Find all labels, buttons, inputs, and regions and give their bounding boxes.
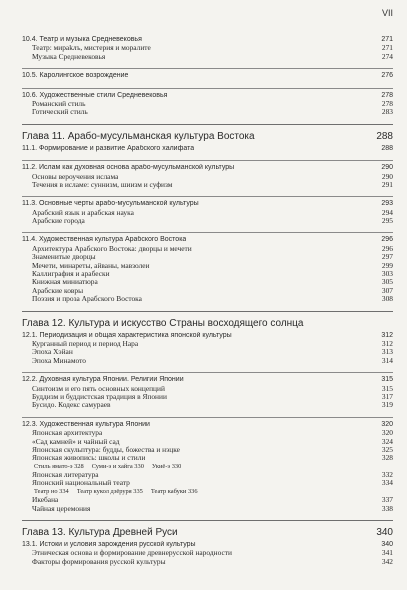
toc-section-heading — [22, 376, 393, 384]
subentry-page: 334 — [59, 487, 69, 495]
entry-page: 338 — [381, 503, 393, 513]
toc-section — [22, 88, 393, 117]
toc-subentries — [22, 488, 393, 496]
entry-page: 294 — [381, 207, 393, 217]
subentry-title: Театр кабуки — [150, 487, 187, 495]
entry-title: Факторы формирования русской культуры — [32, 557, 166, 566]
entry-page: 297 — [381, 252, 393, 262]
toc-section-heading — [22, 421, 393, 429]
entry-title: Романский стиль — [32, 99, 86, 108]
entry-page: 288 — [381, 144, 393, 152]
toc-entry — [22, 401, 393, 409]
subentry-title: Суми-э и хайга — [91, 462, 133, 470]
toc-section-heading — [22, 164, 393, 172]
subentry — [151, 488, 198, 496]
toc-entry — [22, 340, 393, 348]
subentry-title: Стиль ямато-э — [34, 462, 73, 470]
entry-page: 314 — [381, 355, 393, 365]
entry-page: 291 — [381, 179, 393, 189]
entry-page: 305 — [381, 277, 393, 287]
entry-page: 340 — [381, 541, 393, 549]
subentry-title: Театр кукол дзёруря — [76, 487, 132, 495]
entry-title: Основы вероучения ислама — [32, 172, 119, 181]
entry-title: Японский национальный театр — [32, 479, 130, 488]
toc-entry — [22, 270, 393, 278]
toc-entry — [22, 108, 393, 116]
entry-title: Японская скульптура: будды, божества и нэцке — [32, 445, 180, 454]
subentry-page: 335 — [133, 487, 143, 495]
toc-section — [22, 160, 393, 189]
toc-entry — [22, 385, 393, 393]
entry-page: 317 — [381, 391, 393, 401]
toc-entry — [22, 295, 393, 303]
toc-section — [22, 36, 393, 61]
toc-section-heading — [22, 541, 393, 549]
table-of-contents — [22, 36, 393, 566]
entry-title: 10.4. Театр и музыка Средневековья — [22, 36, 142, 43]
entry-title: Книжная миниатюра — [32, 278, 98, 287]
toc-section-heading — [22, 36, 393, 44]
chapter-page: 288 — [376, 130, 393, 142]
toc-section — [22, 145, 393, 153]
subentry — [77, 488, 143, 496]
toc-section-heading — [22, 145, 393, 153]
chapter-page: 340 — [376, 527, 393, 539]
toc-entry — [22, 446, 393, 454]
entry-page: 278 — [381, 91, 393, 99]
entry-page: 332 — [381, 470, 393, 480]
entry-title: Мечети, минареты, айваны, мавзолеи — [32, 261, 150, 270]
subentry-page: 330 — [134, 462, 144, 470]
toc-section — [22, 232, 393, 303]
entry-page: 313 — [381, 347, 393, 357]
entry-page: 307 — [381, 285, 393, 295]
entry-title: 10.5. Каролингское возрождение — [22, 72, 129, 80]
toc-section-heading — [22, 92, 393, 100]
entry-page: 308 — [381, 294, 393, 304]
chapter-title: Глава 11. Арабо-мусульманская культура Востока — [22, 130, 255, 142]
entry-title: Течения в исламе: суннизм, шиизм и суфизм — [32, 180, 173, 189]
toc-section-heading — [22, 236, 393, 244]
entry-title: Эпоха Хэйан — [32, 348, 73, 357]
entry-title: Эпоха Минамото — [32, 356, 86, 365]
entry-title: Архитектура Арабского Востока: дворцы и мечети — [32, 244, 192, 253]
toc-section — [22, 372, 393, 410]
entry-title: Бусидо. Кодекс самураев — [32, 401, 111, 410]
entry-title: Японская литература — [32, 471, 99, 480]
chapter-heading — [22, 520, 393, 541]
entry-title: Синтоизм и его пять основных концепций — [32, 384, 165, 393]
toc-entry — [22, 549, 393, 557]
entry-title: Чайная церемония — [32, 504, 91, 513]
toc-subentries — [22, 463, 393, 471]
entry-page: 299 — [381, 260, 393, 270]
entry-title: Каллиграфия и арабески — [32, 270, 110, 279]
entry-title: Курганный период и период Нара — [32, 339, 139, 348]
entry-page: 276 — [381, 72, 393, 80]
entry-page: 315 — [381, 383, 393, 393]
toc-entry — [22, 496, 393, 504]
entry-title: 12.3. Художественная культура Японии — [22, 420, 150, 428]
toc-entry — [22, 287, 393, 295]
toc-entry — [22, 454, 393, 462]
toc-entry — [22, 245, 393, 253]
entry-title: Знаменитые дворцы — [32, 253, 96, 262]
toc-entry — [22, 262, 393, 270]
entry-page: 312 — [381, 331, 393, 339]
subentry — [152, 463, 181, 471]
subentry-title: Укиё-э — [151, 462, 171, 470]
toc-section — [22, 332, 393, 366]
entry-page: 320 — [381, 428, 393, 438]
entry-title: 12.1. Периодизация и общая характеристика японской культуры — [22, 331, 232, 339]
entry-page: 334 — [381, 478, 393, 488]
entry-title: Поэзия и проза Арабского Востока — [32, 295, 142, 304]
entry-page: 295 — [381, 216, 393, 226]
entry-title: Японская архитектура — [32, 429, 103, 438]
entry-page: 278 — [381, 98, 393, 108]
subentry-page: 330 — [171, 462, 182, 470]
entry-title: Музыка Средневековья — [32, 52, 106, 61]
entry-page: 312 — [381, 338, 393, 348]
toc-section-heading — [22, 332, 393, 340]
entry-page: 303 — [381, 269, 393, 279]
toc-entry — [22, 53, 393, 61]
entry-page: 293 — [381, 200, 393, 208]
entry-page: 290 — [381, 164, 393, 172]
toc-section — [22, 417, 393, 513]
subentry-page: 328 — [74, 462, 84, 470]
subentry — [34, 488, 69, 496]
entry-page: 271 — [381, 43, 393, 53]
subentry-page: 336 — [187, 487, 198, 495]
entry-page: 337 — [381, 495, 393, 505]
toc-entry — [22, 278, 393, 286]
toc-entry — [22, 173, 393, 181]
page-number: VII — [381, 8, 393, 18]
toc-entry — [22, 505, 393, 513]
subentry — [34, 463, 84, 471]
entry-title: Готический стиль — [32, 108, 88, 117]
entry-title: Арабские города — [32, 217, 85, 226]
toc-entry — [22, 393, 393, 401]
toc-entry — [22, 471, 393, 479]
entry-page: 320 — [381, 420, 393, 428]
entry-title: Театр: мирakлъ, мистерия и моралите — [32, 44, 151, 53]
entry-title: 11.1. Формирование и развитие Арабского халифата — [22, 144, 195, 152]
entry-page: 271 — [381, 36, 393, 43]
entry-title: 11.4. Художественная культура Арабского Востока — [22, 236, 187, 244]
entry-page: 315 — [381, 376, 393, 384]
entry-title: Икебана — [32, 496, 59, 505]
subentry — [92, 463, 144, 471]
entry-title: Этническая основа и формирование древнерусской народности — [32, 549, 232, 558]
toc-entry — [22, 479, 393, 487]
entry-page: 283 — [381, 107, 393, 117]
toc-entry — [22, 438, 393, 446]
subentry-title: Театр но — [34, 487, 58, 495]
entry-title: Арабский язык и арабская наука — [32, 208, 134, 217]
entry-title: Буддизм и буддистская традиция в Японии — [32, 392, 167, 401]
entry-page: 319 — [381, 400, 393, 410]
entry-title: 11.2. Ислам как духовная основа арабо-мусульманской культуры — [22, 164, 235, 172]
entry-page: 341 — [381, 548, 393, 558]
toc-section — [22, 541, 393, 566]
entry-title: 12.2. Духовная культура Японии. Религии Японии — [22, 376, 184, 384]
entry-title: 10.6. Художественные стили Средневековья — [22, 91, 168, 99]
entry-page: 274 — [381, 51, 393, 61]
toc-entry — [22, 100, 393, 108]
toc-entry — [22, 253, 393, 261]
entry-page: 296 — [381, 243, 393, 253]
toc-entry — [22, 44, 393, 52]
chapter-heading — [22, 124, 393, 145]
entry-page: 342 — [381, 556, 393, 566]
chapter-title: Глава 12. Культура и искусство Страны восходящего солнца — [22, 317, 304, 329]
toc-entry — [22, 558, 393, 566]
chapter-title: Глава 13. Культура Древней Руси — [22, 527, 178, 539]
entry-page: 324 — [381, 436, 393, 446]
entry-title: 13.1. Истоки и условия зарождения русской культуры — [22, 541, 196, 549]
toc-section — [22, 68, 393, 80]
entry-title: «Сад камней» и чайный сад — [32, 437, 120, 446]
entry-page: 328 — [381, 453, 393, 463]
toc-entry — [22, 357, 393, 365]
chapter-heading — [22, 311, 393, 332]
entry-page: 325 — [381, 444, 393, 454]
toc-entry — [22, 209, 393, 217]
entry-page: 296 — [381, 236, 393, 244]
toc-entry — [22, 217, 393, 225]
toc-section — [22, 196, 393, 225]
entry-title: Арабские ковры — [32, 286, 84, 295]
toc-entry — [22, 348, 393, 356]
toc-entry — [22, 181, 393, 189]
entry-title: Японская живопись: школы и стили — [32, 454, 146, 463]
toc-entry — [22, 429, 393, 437]
entry-page: 290 — [381, 171, 393, 181]
entry-title: 11.3. Основные черты арабо-мусульманской культуры — [22, 200, 199, 208]
toc-section-heading — [22, 200, 393, 208]
toc-section-heading — [22, 72, 393, 80]
